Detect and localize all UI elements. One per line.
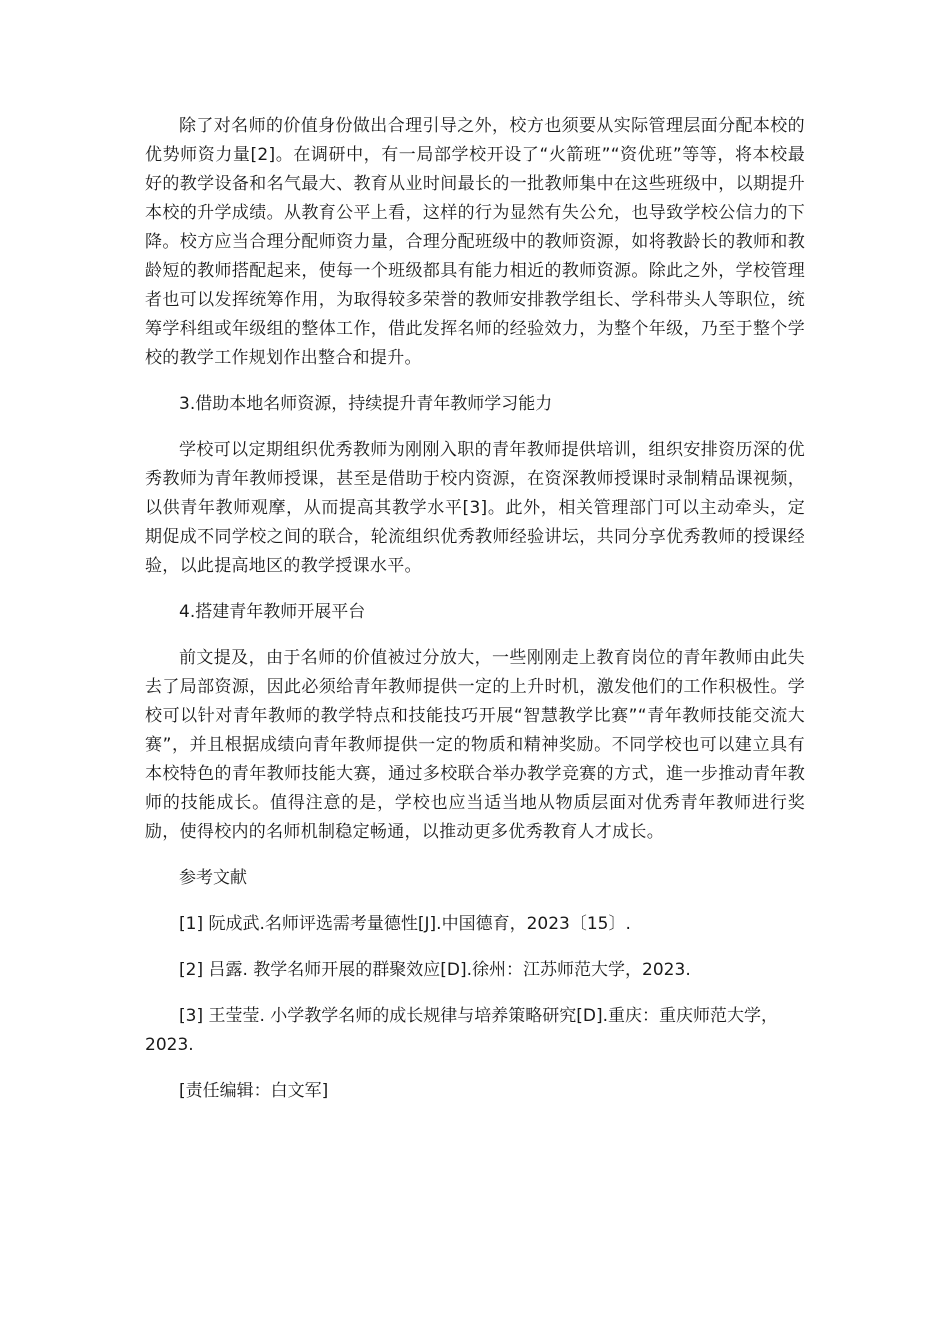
reference-item-1: [1] 阮成武.名师评选需考量德性[J].中国德育，2023〔15〕. (179, 914, 631, 934)
reference-item-3: [3] 王莹莹. 小学教学名师的成长规律与培养策略研究[D].重庆：重庆师范大学，2023. (145, 1006, 779, 1055)
editor-credit: [责任编辑：白文军] (179, 1081, 329, 1101)
section-heading-4: 4.搭建青年教师开展平台 (179, 602, 366, 622)
paragraph-teacher-allocation: 除了对名师的价值身份做出合理引导之外，校方也须要从实际管理层面分配本校的优势师资力量[2]。在调研中，有一局部学校开设了“火箭班”“资优班”等等，将本校最好的教学设备和名气最大、教育从业时间最长的一批教师集中在这些班级中，以期提升本校的升学成绩。从教育公平上看，这样的行为显然有失公允，也导致学校公信力的下降。校方应当合理分配师资力量，合理分配班级中的教师资源，如将教龄长的教师和教龄短的教师搭配起来，使每一个班级都具有能力相近的教师资源。除此之外，学校管理者也可以发挥统筹作用，为取得较多荣誉的教师安排教学组长、学科带头人等职位，统筹学科组或年级组的整体工作，借此发挥名师的经验效力，为整个年级，乃至于整个学校的教学工作规划作出整合和提升。 (145, 116, 805, 368)
section-heading-3: 3.借助本地名师资源，持续提升青年教师学习能力 (179, 394, 553, 414)
paragraph-local-resources: 学校可以定期组织优秀教师为刚刚入职的青年教师提供培训，组织安排资历深的优秀教师为青年教师授课，甚至是借助于校内资源，在资深教师授课时录制精品课视频，以供青年教师观摩，从而提高其教学水平[3]。此外，相关管理部门可以主动牵头，定期促成不同学校之间的联合，轮流组织优秀教师经验讲坛，共同分享优秀教师的授课经验，以此提高地区的教学授课水平。 (145, 440, 805, 576)
references-title: 参考文献 (179, 868, 247, 888)
reference-item-2: [2] 吕露. 教学名师开展的群聚效应[D].徐州：江苏师范大学，2023. (179, 960, 691, 980)
document-page (145, 112, 805, 1106)
paragraph-youth-platform: 前文提及，由于名师的价值被过分放大，一些刚刚走上教育岗位的青年教师由此失去了局部资源，因此必须给青年教师提供一定的上升时机，激发他们的工作积极性。学校可以针对青年教师的教学特点和技能技巧开展“智慧教学比赛”“青年教师技能交流大赛”，并且根据成绩向青年教师提供一定的物质和精神奖励。不同学校也可以建立具有本校特色的青年教师技能大赛，通过多校联合举办教学竞赛的方式，進一步推动青年教师的技能成长。值得注意的是，学校也应当适当地从物质层面对优秀青年教师进行奖励，使得校内的名师机制稳定畅通，以推动更多优秀教育人才成长。 (145, 648, 805, 842)
